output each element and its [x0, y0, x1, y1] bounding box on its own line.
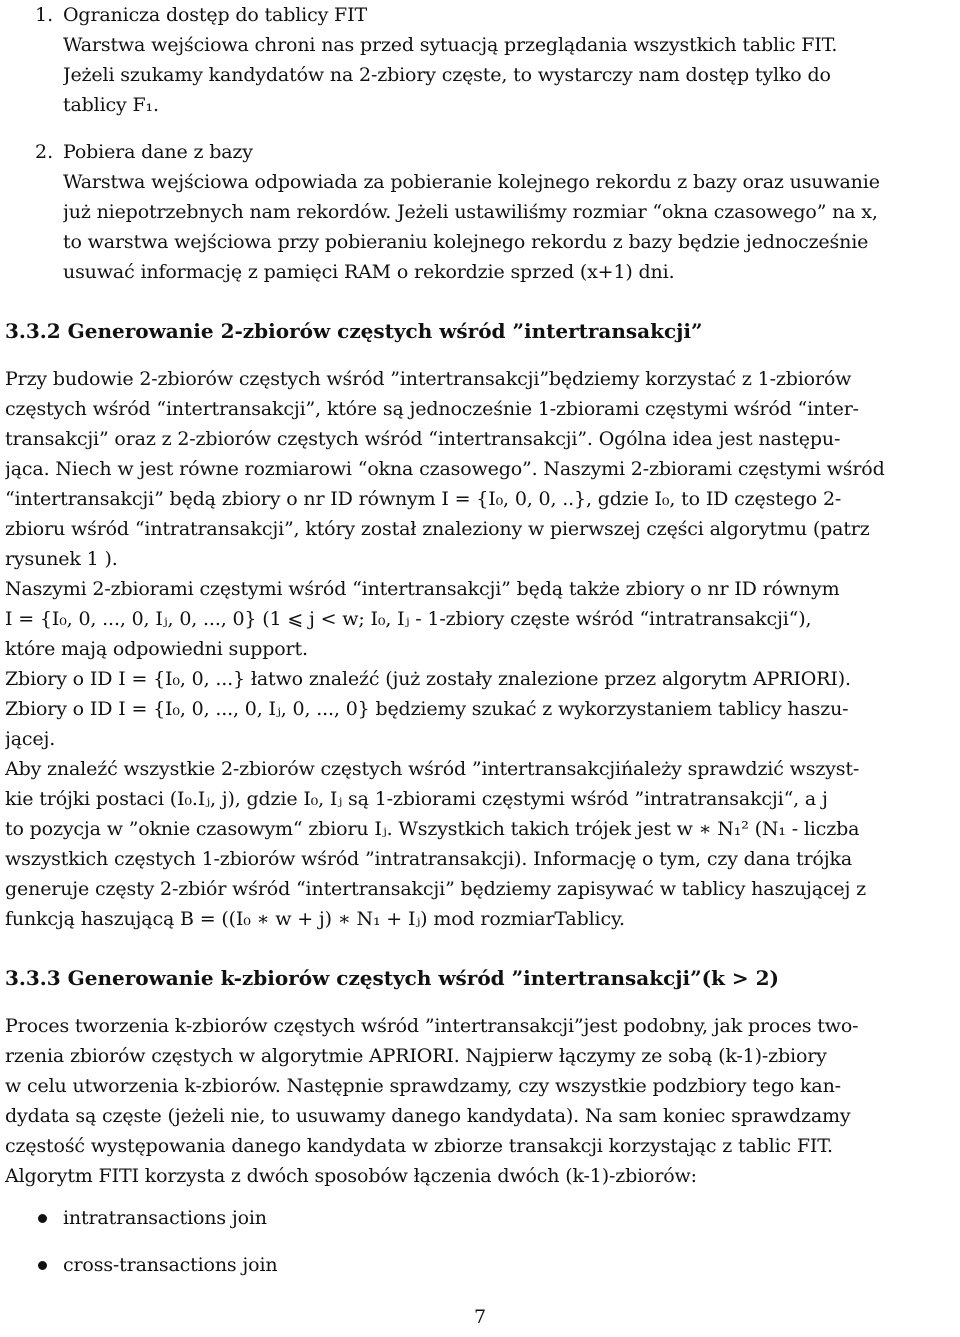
item1-line: tablicy F₁. [63, 94, 159, 116]
bullet-icon [38, 1261, 47, 1270]
paragraph-line: Algorytm FITI korzysta z dwóch sposobów łączenia dwóch (k-1)-zbiorów: [5, 1165, 697, 1187]
paragraph-line: I = {I₀, 0, ..., 0, Iⱼ, 0, ..., 0} (1 ⩽ j < w; I₀, Iⱼ - 1-zbiory częste wśród “intratransakcji“), [5, 608, 812, 630]
item2-line: Warstwa wejściowa odpowiada za pobieranie kolejnego rekordu z bazy oraz usuwanie [63, 171, 880, 193]
item2-line: już niepotrzebnych nam rekordów. Jeżeli ustawiliśmy rozmiar “okna czasowego” na x, [63, 201, 878, 223]
paragraph-line: generuje częsty 2-zbiór wśród “intertransakcji” będziemy zapisywać w tablicy haszującej z [5, 878, 866, 900]
page-number: 7 [473, 1306, 487, 1328]
paragraph-line: Zbiory o ID I = {I₀, 0, ..., 0, Iⱼ, 0, ..., 0} będziemy szukać z wykorzystaniem tablicy haszu- [5, 698, 849, 720]
bullet-item: intratransactions join [63, 1207, 267, 1229]
paragraph-line: Aby znaleźć wszystkie 2-zbiorów częstych wśród ”intertransakcjińależy sprawdzić wszyst- [5, 758, 860, 780]
bullet-icon [38, 1214, 47, 1223]
paragraph-line: rzenia zbiorów częstych w algorytmie APRIORI. Najpierw łączymy ze sobą (k-1)-zbiory [5, 1045, 827, 1067]
paragraph-line: wszystkich częstych 1-zbiorów wśród ”intratransakcji). Informację o tym, czy dana trójka [5, 848, 852, 870]
item1-line: Jeżeli szukamy kandydatów na 2-zbiory częste, to wystarczy nam dostęp tylko do [63, 64, 831, 86]
paragraph-line: to pozycja w ”oknie czasowym“ zbioru Iⱼ. Wszystkich takich trójek jest w ∗ N₁² (N₁ - liczba [5, 818, 860, 840]
paragraph-line: Proces tworzenia k-zbiorów częstych wśród ”intertransakcji”jest podobny, jak proces two- [5, 1015, 859, 1037]
item2-line: to warstwa wejściowa przy pobieraniu kolejnego rekordu z bazy będzie jednocześnie [63, 231, 869, 253]
paragraph-line: Przy budowie 2-zbiorów częstych wśród ”intertransakcji”będziemy korzystać z 1-zbiorów [5, 368, 852, 390]
paragraph-line: częstość występowania danego kandydata w zbiorze transakcji korzystając z tablic FIT. [5, 1135, 833, 1157]
bullet-item: cross-transactions join [63, 1254, 278, 1276]
list-number-2: 2. [35, 141, 54, 163]
paragraph-line: rysunek 1 ). [5, 548, 118, 570]
item2-line: usuwać informację z pamięci RAM o rekordzie sprzed (x+1) dni. [63, 261, 675, 283]
item1-line: Warstwa wejściowa chroni nas przed sytuacją przeglądania wszystkich tablic FIT. [63, 34, 838, 56]
paragraph-line: Naszymi 2-zbiorami częstymi wśród “intertransakcji” będą także zbiory o nr ID równym [5, 578, 840, 600]
paragraph-line: jącej. [5, 728, 56, 750]
section-heading-332: 3.3.2 Generowanie 2-zbiorów częstych wśród ”intertransakcji” [5, 319, 703, 343]
paragraph-line: częstych wśród “intertransakcji”, które są jednocześnie 1-zbiorami częstymi wśród “inter- [5, 398, 859, 420]
paragraph-line: transakcji” oraz z 2-zbiorów częstych wśród “intertransakcji”. Ogólna idea jest następu- [5, 428, 841, 450]
paragraph-line: kie trójki postaci (I₀.Iⱼ, j), gdzie I₀, Iⱼ są 1-zbiorami częstymi wśród ”intratransakcji“, a j [5, 788, 828, 810]
item1-title: Ogranicza dostęp do tablicy FIT [63, 4, 367, 26]
paragraph-line: które mają odpowiedni support. [5, 638, 308, 660]
paragraph-line: zbioru wśród “intratransakcji”, który został znaleziony w pierwszej części algorytmu (patrz [5, 518, 870, 540]
paragraph-line: dydata są częste (jeżeli nie, to usuwamy danego kandydata). Na sam koniec sprawdzamy [5, 1105, 851, 1127]
paragraph-line: jąca. Niech w jest równe rozmiarowi “okna czasowego”. Naszymi 2-zbiorami częstymi wśród [5, 458, 885, 480]
section-heading-333: 3.3.3 Generowanie k-zbiorów częstych wśród ”intertransakcji”(k > 2) [5, 966, 780, 990]
paragraph-line: Zbiory o ID I = {I₀, 0, ...} łatwo znaleźć (już zostały znalezione przez algorytm APRIORI). [5, 668, 851, 690]
paragraph-line: w celu utworzenia k-zbiorów. Następnie sprawdzamy, czy wszystkie podzbiory tego kan- [5, 1075, 841, 1097]
paragraph-line: “intertransakcji” będą zbiory o nr ID równym I = {I₀, 0, 0, ..}, gdzie I₀, to ID częstego 2- [5, 488, 842, 510]
list-number-1: 1. [35, 4, 54, 26]
item2-title: Pobiera dane z bazy [63, 141, 253, 163]
paragraph-line: funkcją haszującą B = ((I₀ ∗ w + j) ∗ N₁ + Iⱼ) mod rozmiarTablicy. [5, 908, 625, 930]
